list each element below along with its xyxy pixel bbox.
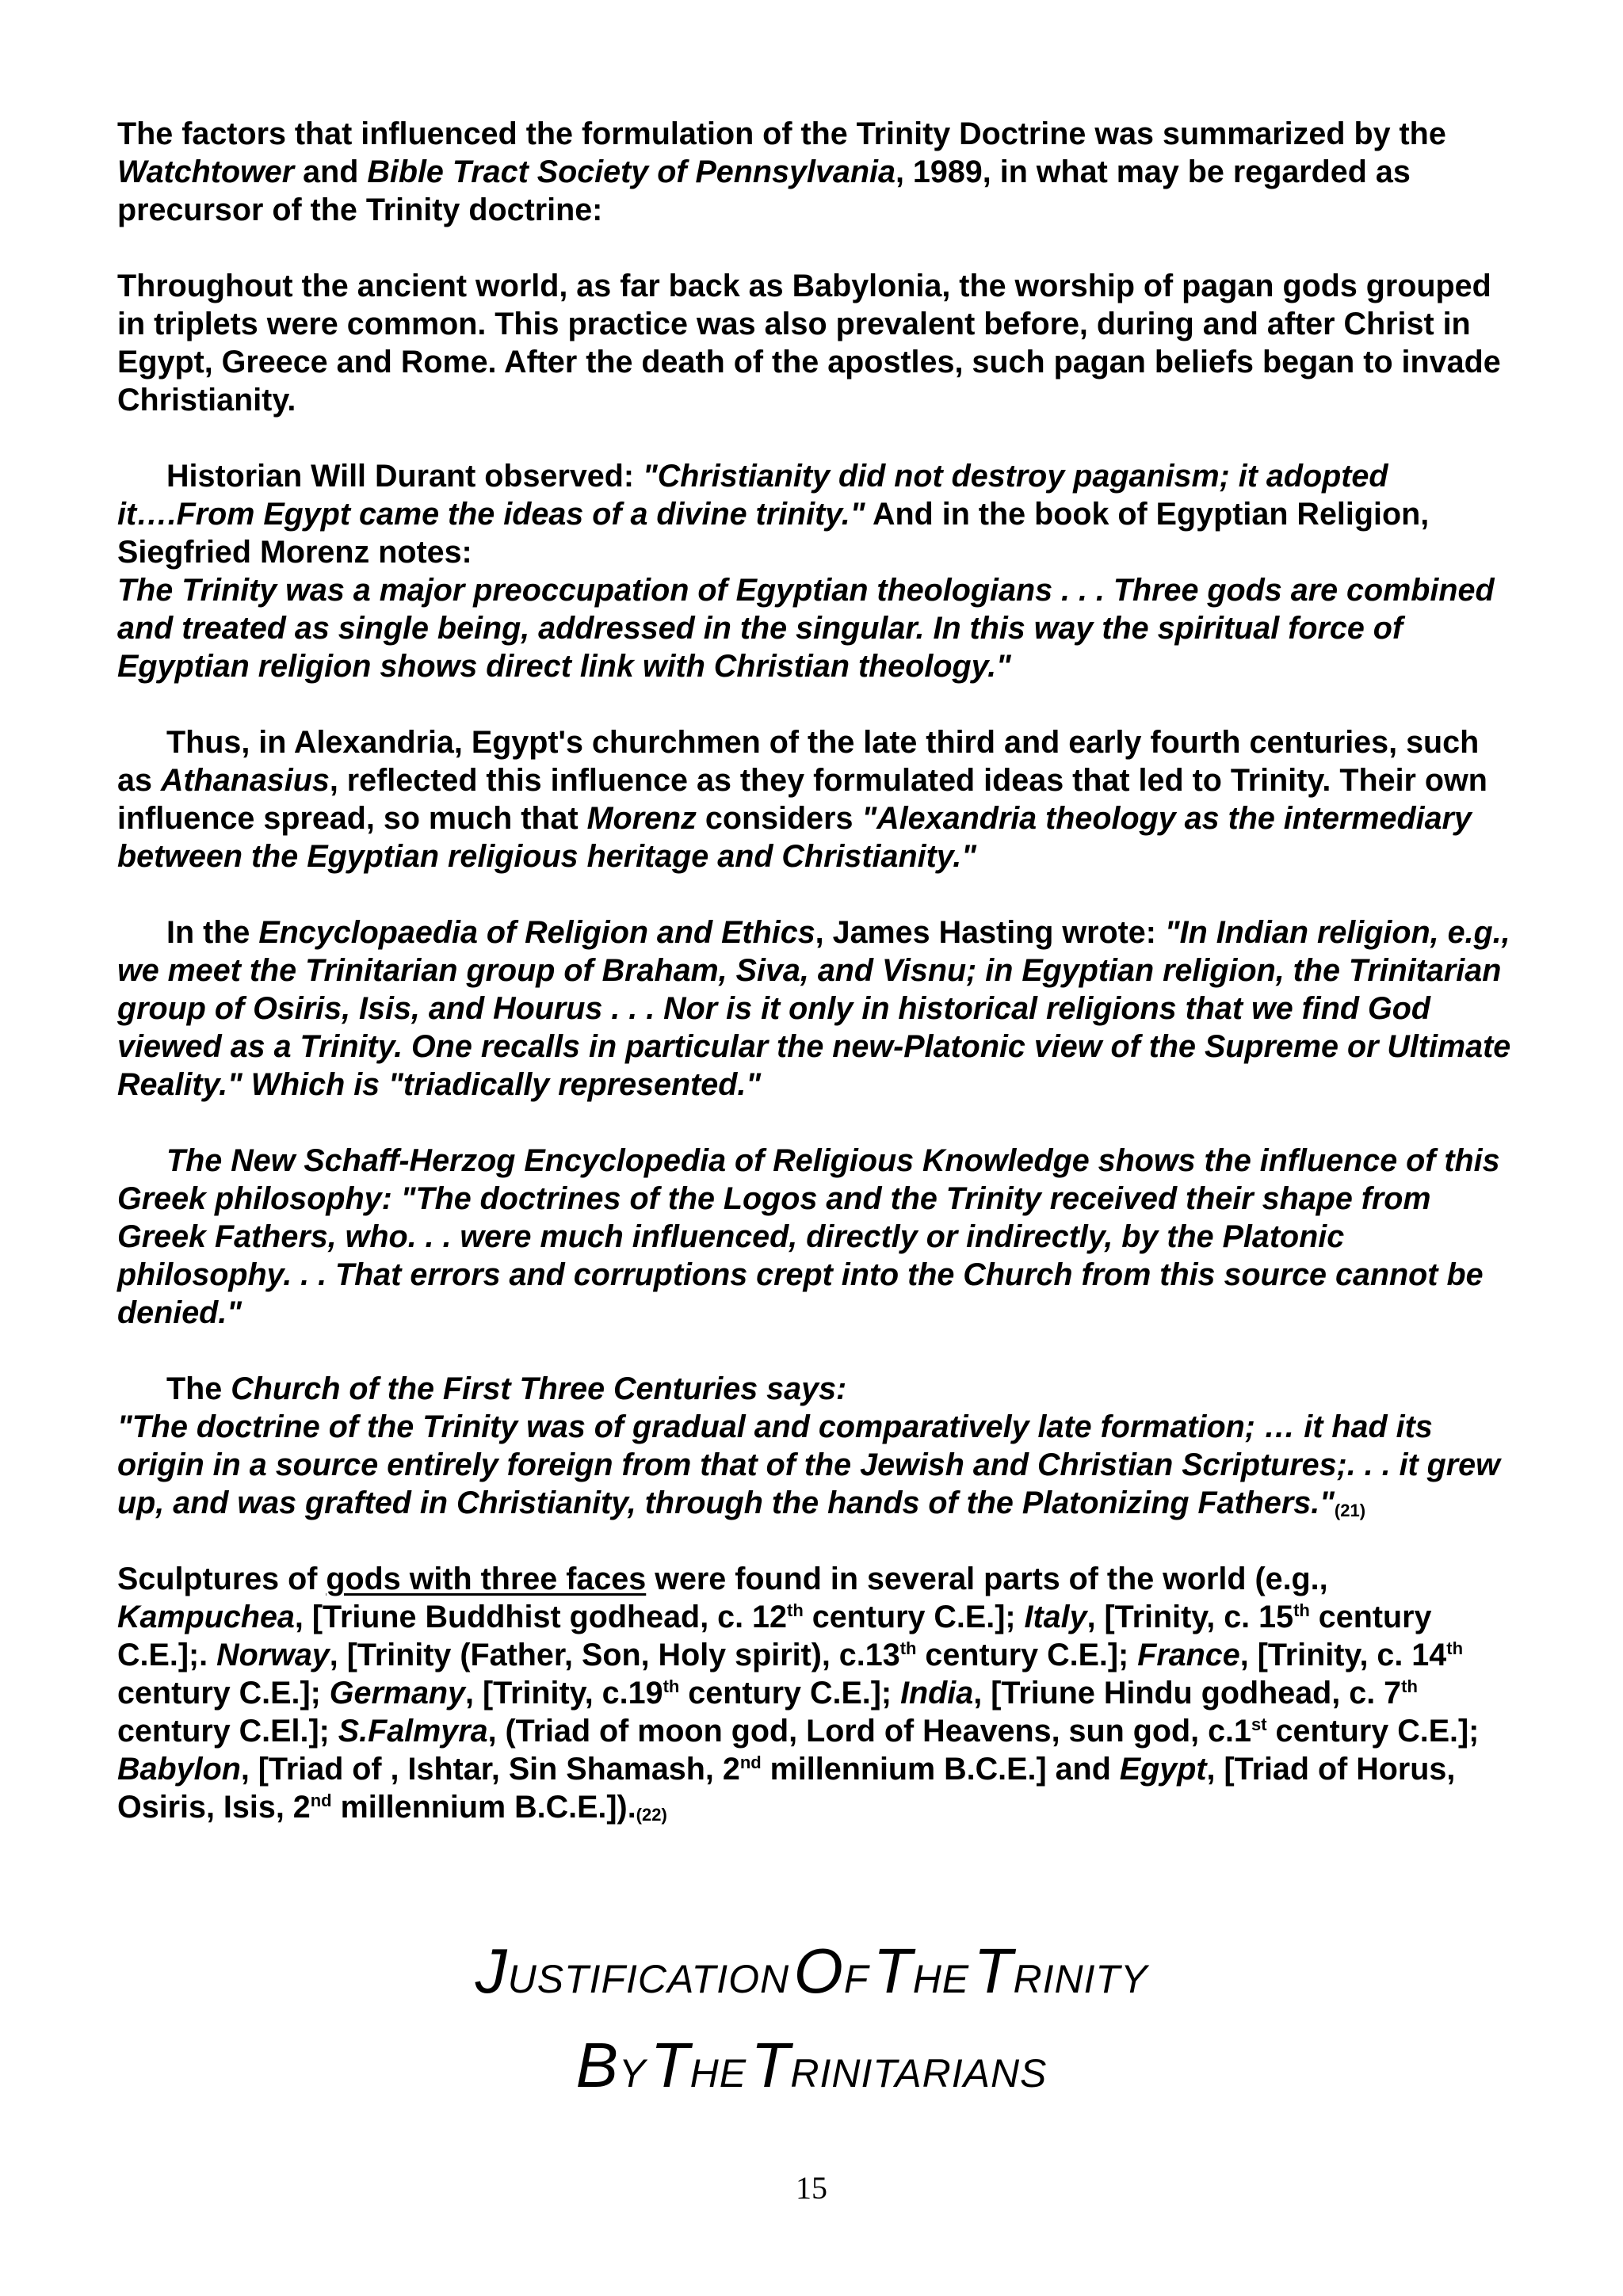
text-run: , [Triad of , Ishtar, Sin Shamash, 2 bbox=[240, 1752, 740, 1787]
text-run: millennium B.C.E.] and bbox=[761, 1752, 1120, 1787]
heading-capital: T bbox=[873, 1936, 913, 2006]
text-run: , [Trinity (Father, Son, Holy spirit), c.13 bbox=[329, 1638, 900, 1672]
ordinal-suffix: th bbox=[1446, 1638, 1464, 1658]
paragraph-encyclopaedia bbox=[117, 913, 1512, 1104]
name-athanasius: Athanasius bbox=[160, 763, 330, 798]
place-babylon: Babylon bbox=[117, 1752, 241, 1787]
title-encyclopaedia-religion-ethics: Encyclopaedia of Religion and Ethics bbox=[258, 915, 815, 950]
text-run: The bbox=[166, 1371, 231, 1406]
text-run: considers bbox=[696, 801, 862, 836]
text-run: , [Trinity, c.19 bbox=[465, 1676, 663, 1711]
text-run: Thus, in Alexandria, Egypt's churchmen of the late third and early fourth centuries, such as bbox=[117, 725, 1480, 798]
heading-small-caps: RINITARIANS bbox=[790, 2051, 1048, 2096]
text-run: century C.El.]; bbox=[117, 1714, 338, 1749]
text-run: , reflected this influence as they formulated ideas that led to Trinity. Their own influence spread, so much that bbox=[117, 763, 1487, 836]
text-run: century C.E.]; bbox=[679, 1676, 901, 1711]
heading-capital: B bbox=[575, 2030, 619, 2100]
place-france: France bbox=[1137, 1638, 1240, 1672]
quote-durant: "Christianity did not destroy paganism; it adopted it….From Egypt came the ideas of a divine trinity." bbox=[117, 459, 1388, 532]
heading-capital: T bbox=[973, 1936, 1014, 2006]
text-run: century C.E.]; bbox=[1266, 1714, 1480, 1749]
section-heading bbox=[0, 1933, 1623, 2122]
heading-small-caps: RINITY bbox=[1013, 1957, 1148, 2001]
text-run: century C.E.]; bbox=[117, 1676, 330, 1711]
text-run: And in the book of Egyptian Religion, Siegfried Morenz notes: bbox=[117, 497, 1430, 570]
quote-morenz: The Trinity was a major preoccupation of Egyptian theologians . . . Three gods are combined and treated as single being, addressed in the singular. In this way the spiritual force of Egyptian religion shows direct link with Christian theology." bbox=[117, 573, 1495, 684]
paragraph-sculptures bbox=[117, 1560, 1512, 1826]
ordinal-suffix: nd bbox=[310, 1790, 332, 1810]
heading-capital: T bbox=[650, 2030, 690, 2100]
page-number: 15 bbox=[796, 2170, 827, 2206]
text-run: century C.E.]; bbox=[803, 1600, 1025, 1634]
text-run: , [Trinity, c. 15 bbox=[1086, 1600, 1294, 1634]
text-run: , [Trinity, c. 14 bbox=[1239, 1638, 1447, 1672]
place-india: India bbox=[900, 1676, 974, 1711]
text-run: , [Triad of Horus, Osiris, Isis, 2 bbox=[117, 1752, 1456, 1825]
underlined-phrase: gods with three faces bbox=[326, 1562, 647, 1596]
heading-small-caps: Y bbox=[618, 2051, 647, 2096]
text-run: century C.E.]; bbox=[916, 1638, 1138, 1672]
quote-hasting: "In Indian religion, e.g., we meet the Trinitarian group of Braham, Siva, and Visnu; in Egyptian religion, the Trinitarian group of Osiris, Isis, and Hourus . . . Nor is it only in historical religions that we find God viewed as a Trinity. One recalls in particular the new-Platonic view of the Supreme or Ultimate Reality." Which is "triadically represented." bbox=[117, 915, 1511, 1102]
text-run: , (Triad of moon god, Lord of Heavens, sun god, c.1 bbox=[487, 1714, 1251, 1749]
place-egypt: Egypt bbox=[1119, 1752, 1207, 1787]
text-run: , James Hasting wrote: bbox=[815, 915, 1165, 950]
text-run: were found in several parts of the world (e.g., bbox=[646, 1562, 1328, 1596]
ordinal-suffix: st bbox=[1251, 1714, 1267, 1734]
text-run: In the bbox=[166, 915, 259, 950]
text-run: Historian Will Durant observed: bbox=[166, 459, 643, 494]
place-germany: Germany bbox=[329, 1676, 466, 1711]
footnote-ref-22[interactable]: (22) bbox=[636, 1805, 667, 1825]
title-bible-tract-society: Bible Tract Society of Pennsylvania bbox=[367, 154, 896, 189]
text-run: , 1989, in what may be regarded as precursor of the Trinity doctrine: bbox=[117, 154, 1411, 227]
ordinal-suffix: th bbox=[787, 1600, 804, 1620]
heading-capital: O bbox=[793, 1936, 844, 2006]
text-run: century C.E.];. bbox=[117, 1600, 1432, 1672]
heading-small-caps: HE bbox=[689, 2051, 747, 2096]
place-norway: Norway bbox=[216, 1638, 330, 1672]
paragraph-ancient-world: Throughout the ancient world, as far back as Babylonia, the worship of pagan gods grouped in triplets were common. This practice was also prevalent before, during and after Christ in Egypt, Greece and Rome. After the death of the apostles, such pagan beliefs began to invade Christianity. bbox=[117, 269, 1501, 418]
heading-line-1 bbox=[0, 1933, 1623, 2027]
quote-alexandria-theology: "Alexandria theology as the intermediary between the Egyptian religious heritage and Christianity." bbox=[117, 801, 1472, 874]
text-run: , [Triune Hindu godhead, c. 7 bbox=[973, 1676, 1402, 1711]
text-run: and bbox=[294, 154, 368, 189]
text-run: Sculptures of bbox=[117, 1562, 327, 1596]
text-run: , [Triune Buddhist godhead, c. 12 bbox=[294, 1600, 787, 1634]
heading-capital: T bbox=[750, 2030, 791, 2100]
place-italy: Italy bbox=[1024, 1600, 1087, 1634]
document-body bbox=[117, 115, 1512, 1826]
heading-small-caps: F bbox=[843, 1957, 869, 2001]
ordinal-suffix: nd bbox=[739, 1752, 762, 1772]
paragraph-schaff-herzog: The New Schaff-Herzog Encyclopedia of Religious Knowledge shows the influence of this Greek philosophy: "The doctrines of the Logos and the Trinity received their shape from Greek Fathers, who. . . were much influenced, directly or indirectly, by the Platonic philosophy. . . That errors and corruptions crept into the Church from this source cannot be denied." bbox=[117, 1143, 1500, 1330]
name-morenz: Morenz bbox=[586, 801, 697, 836]
ordinal-suffix: th bbox=[1293, 1600, 1310, 1620]
title-watchtower: Watchtower bbox=[117, 154, 295, 189]
paragraph-will-durant bbox=[117, 457, 1512, 571]
place-falmyra: S.Falmyra bbox=[338, 1714, 488, 1749]
text-run: The factors that influenced the formulation of the Trinity Doctrine was summarized by the bbox=[117, 116, 1446, 151]
quote-church-first-three-centuries bbox=[117, 1408, 1512, 1522]
ordinal-suffix: th bbox=[1401, 1676, 1418, 1696]
ordinal-suffix: th bbox=[899, 1638, 917, 1658]
paragraph-alexandria bbox=[117, 723, 1512, 875]
text-run: millennium B.C.E.]). bbox=[331, 1790, 636, 1825]
paragraph-watchtower bbox=[117, 115, 1512, 229]
ordinal-suffix: th bbox=[663, 1676, 680, 1696]
footnote-ref-21[interactable]: (21) bbox=[1334, 1501, 1366, 1520]
heading-small-caps: USTIFICATION bbox=[507, 1957, 790, 2001]
heading-line-2 bbox=[0, 2027, 1623, 2122]
heading-capital: J bbox=[475, 1936, 508, 2006]
heading-small-caps: HE bbox=[912, 1957, 970, 2001]
quote-text: "The doctrine of the Trinity was of gradual and comparatively late formation; … it had its origin in a source entirely foreign from that of the Jewish and Christian Scriptures;. . . it grew up, and was grafted in Christianity, through the hands of the Platonizing Fathers." bbox=[117, 1409, 1500, 1520]
title-church-first-three-centuries: Church of the First Three Centuries says: bbox=[231, 1371, 847, 1406]
paragraph-church-first-three-centuries bbox=[117, 1370, 1512, 1408]
place-kampuchea: Kampuchea bbox=[117, 1600, 295, 1634]
